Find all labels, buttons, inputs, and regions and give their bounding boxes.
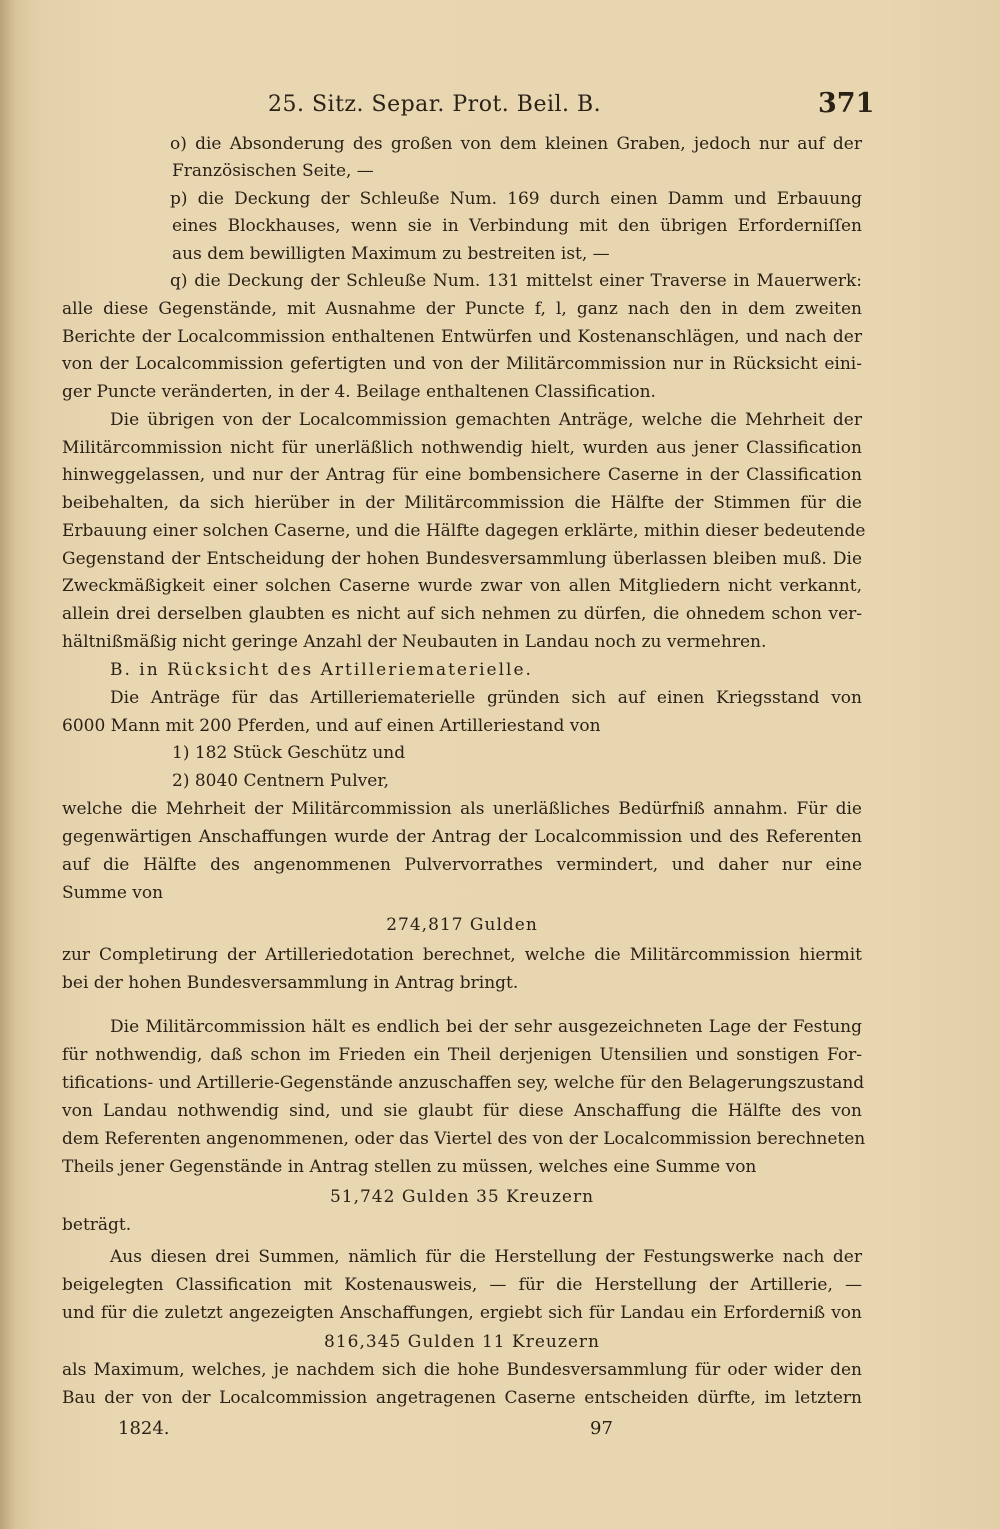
text-line: allein drei derselben glaubten es nicht auf sich nehmen zu dürfen, die ohnedem schon ver- [62, 604, 862, 624]
text-line: auf die Hälfte des angenommenen Pulvervorrathes vermindert, und daher nur eine [62, 855, 862, 875]
text-line: zur Completirung der Artilleriedotation berechnet, welche die Militärcommission hiermit [62, 945, 862, 965]
text-line: für nothwendig, daß schon im Frieden ein Theil derjenigen Utensilien und sonstigen For- [62, 1045, 862, 1065]
text-line: dem Referenten angenommenen, oder das Viertel des von der Localcommission berechneten [62, 1129, 866, 1149]
text-line: eines Blockhauses, wenn sie in Verbindung mit den übrigen Erforderniſſen [172, 216, 862, 236]
text-line: Französischen Seite, — [172, 161, 374, 181]
text-line: beibehalten, da sich hierüber in der Militärcommission die Hälfte der Stimmen für die [62, 493, 862, 513]
text-line: welche die Mehrheit der Militärcommission als unerläßliches Bedürfniß annahm. Für die [62, 799, 862, 819]
text-line: Aus diesen drei Summen, nämlich für die Herstellung der Festungswerke nach der [110, 1247, 862, 1267]
text-line: q) die Deckung der Schleuße Num. 131 mittelst einer Traverse in Mauerwerk: [170, 271, 862, 291]
text-line: bei der hohen Bundesversammlung in Antrag bringt. [62, 973, 519, 993]
text-line: hinweggelassen, und nur der Antrag für eine bombensichere Caserne in der Classification [62, 465, 862, 485]
list-item: 2) 8040 Centnern Pulver, [172, 771, 390, 791]
footer-signature: 97 [590, 1418, 613, 1439]
header-title: 25. Sitz. Separ. Prot. Beil. B. [268, 92, 602, 117]
text-line: aus dem bewilligten Maximum zu bestreiten ist, — [172, 244, 610, 264]
page-number: 371 [818, 88, 875, 119]
amount-line: 816,345 Gulden 11 Kreuzern [324, 1332, 600, 1352]
text-line: beträgt. [62, 1215, 132, 1235]
text-line: Militärcommission nicht für unerläßlich nothwendig hielt, wurden aus jener Classification [62, 438, 862, 458]
text-line: Summe von [62, 883, 164, 903]
text-line: Die Militärcommission hält es endlich bei der sehr ausgezeichneten Lage der Festung [110, 1017, 862, 1037]
text-line: beigelegten Classification mit Kostenausweis, — für die Herstellung der Artillerie, — [62, 1275, 862, 1295]
text-line: Theils jener Gegenstände in Antrag stellen zu müssen, welches eine Summe von [62, 1157, 757, 1177]
page-binding-edge [0, 0, 16, 1529]
text-line: 6000 Mann mit 200 Pferden, und auf einen Artilleriestand von [62, 716, 601, 736]
list-item: 1) 182 Stück Geschütz und [172, 743, 406, 763]
text-line: hältnißmäßig nicht geringe Anzahl der Neubauten in Landau noch zu vermehren. [62, 632, 767, 652]
amount-line: 274,817 Gulden [386, 915, 538, 935]
text-line: Bau der von der Localcommission angetragenen Caserne entscheiden dürfte, im letztern [62, 1388, 862, 1408]
text-line: gegenwärtigen Anschaffungen wurde der Antrag der Localcommission und des Referenten [62, 827, 862, 847]
text-line: von Landau nothwendig sind, und sie glaubt für diese Anschaffung die Hälfte des von [62, 1101, 862, 1121]
text-line: und für die zuletzt angezeigten Anschaffungen, ergiebt sich für Landau ein Erforderniß von [62, 1303, 862, 1323]
text-line: p) die Deckung der Schleuße Num. 169 durch einen Damm und Erbauung [170, 189, 862, 209]
text-line: Erbauung einer solchen Caserne, und die Hälfte dagegen erklärte, mithin dieser bedeutende [62, 521, 866, 541]
footer-year: 1824. [118, 1418, 170, 1439]
text-line: Die übrigen von der Localcommission gemachten Anträge, welche die Mehrheit der [110, 410, 862, 430]
text-line: alle diese Gegenstände, mit Ausnahme der Puncte f, l, ganz nach den in dem zweiten [62, 299, 862, 319]
text-line: Gegenstand der Entscheidung der hohen Bundesversammlung überlassen bleiben muß. Die [62, 549, 862, 569]
text-line: Die Anträge für das Artilleriematerielle gründen sich auf einen Kriegsstand von [110, 688, 862, 708]
text-line: Berichte der Localcommission enthaltenen Entwürfen und Kostenanschlägen, und nach der [62, 327, 862, 347]
text-line: tifications- und Artillerie-Gegenstände anzuschaffen sey, welche für den Belagerungszustand [62, 1073, 865, 1093]
amount-line: 51,742 Gulden 35 Kreuzern [329, 1187, 595, 1207]
section-heading: B. in Rücksicht des Artilleriematerielle. [110, 660, 533, 680]
text-line: o) die Absonderung des großen von dem kleinen Graben, jedoch nur auf der [170, 134, 862, 154]
text-line: als Maximum, welches, je nachdem sich die hohe Bundesversammlung für oder wider den [62, 1360, 862, 1380]
text-line: ger Puncte veränderten, in der 4. Beilage enthaltenen Classification. [62, 382, 656, 402]
text-line: von der Localcommission gefertigten und von der Militärcommission nur in Rücksicht eini- [62, 354, 862, 374]
text-line: Zweckmäßigkeit einer solchen Caserne wurde zwar von allen Mitgliedern nicht verkannt, [62, 576, 862, 596]
